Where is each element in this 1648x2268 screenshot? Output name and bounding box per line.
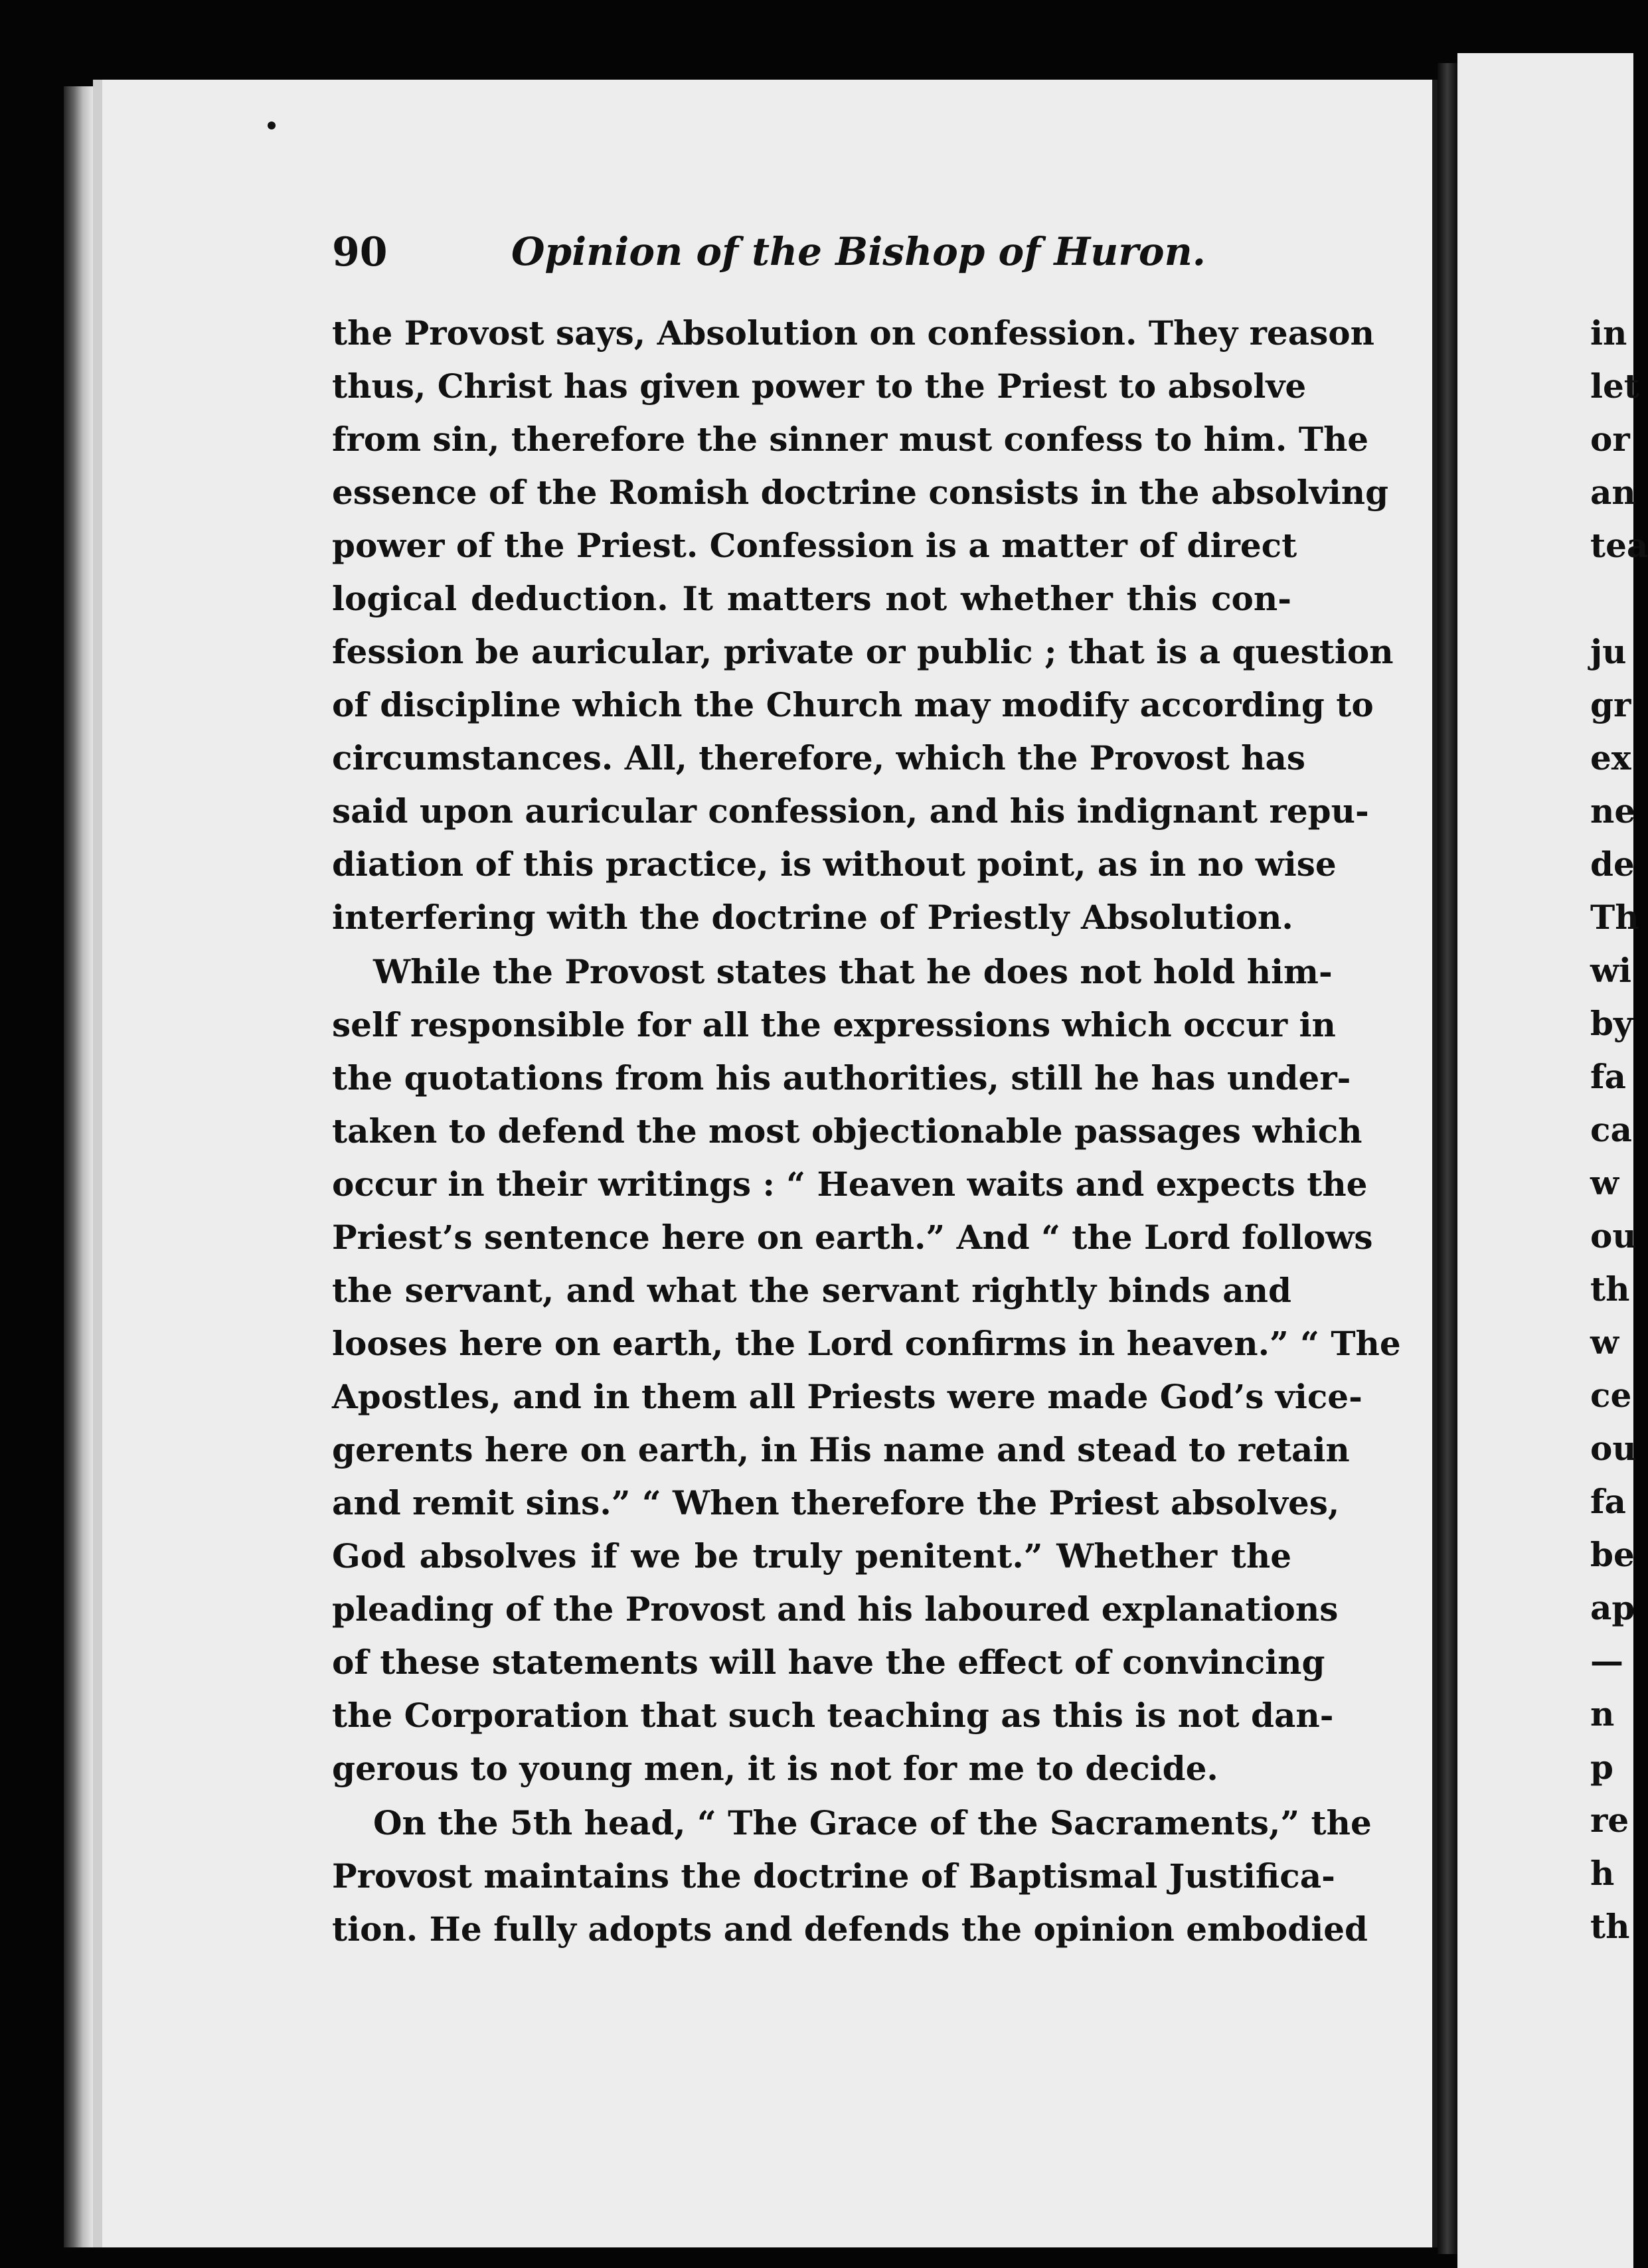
text-line: interfering with the doctrine of Priestly Absolution. — [332, 898, 1293, 937]
text-line: the Provost says, Absolution on confession. They reason — [332, 313, 1374, 353]
text-line: Apostles, and in them all Priests were made God’s vice- — [332, 1377, 1362, 1416]
facing-page-fragment: ou — [1590, 1216, 1637, 1256]
text-line: gerents here on earth, in His name and stead to retain — [332, 1430, 1350, 1469]
text-line: thus, Christ has given power to the Priest to absolve — [332, 366, 1307, 406]
facing-page-fragment: n — [1590, 1694, 1615, 1734]
ink-speck — [268, 121, 276, 129]
facing-page-fragment: Th — [1590, 898, 1639, 937]
text-line: circumstances. All, therefore, which the Provost has — [332, 738, 1306, 777]
facing-page-gap — [1590, 572, 1633, 625]
text-line: the quotations from his authorities, still he has under- — [332, 1058, 1351, 1097]
text-line: the Corporation that such teaching as this is not dan- — [332, 1696, 1334, 1735]
facing-page-fragment: w — [1590, 1323, 1619, 1362]
book-gutter — [1438, 63, 1457, 2254]
facing-page-fragment: ou — [1590, 1429, 1637, 1468]
text-line: from sin, therefore the sinner must confess to him. The — [332, 420, 1369, 459]
text-line: On the 5th head, “ The Grace of the Sacraments,” the — [373, 1803, 1372, 1842]
text-line: power of the Priest. Confession is a matter of direct — [332, 526, 1297, 565]
text-line: the servant, and what the servant rightly binds and — [332, 1271, 1291, 1310]
text-line: tion. He fully adopts and defends the opinion embodied — [332, 1909, 1368, 1949]
text-line: Priest’s sentence here on earth.” And “ the Lord follows — [332, 1218, 1373, 1257]
facing-page-fragment: tea — [1590, 526, 1648, 565]
facing-page-fragment: in — [1590, 313, 1627, 353]
text-line: essence of the Romish doctrine consists in the absolving — [332, 473, 1389, 512]
facing-page-fragment: th — [1590, 1269, 1630, 1309]
facing-page-fragment: an — [1590, 473, 1636, 512]
facing-page-fragment: h — [1590, 1854, 1615, 1893]
text-line: God absolves if we be truly penitent.” Whether the — [332, 1536, 1291, 1576]
text-line: diation of this practice, is without point, as in no wise — [332, 845, 1337, 884]
facing-page-fragment: w — [1590, 1163, 1619, 1202]
text-line: fession be auricular, private or public ; that is a question — [332, 632, 1394, 671]
text-line: Provost maintains the doctrine of Baptismal Justifica- — [332, 1856, 1335, 1896]
facing-page-fragment: gr — [1590, 685, 1631, 724]
facing-page-fragment: or — [1590, 420, 1630, 459]
facing-page-fragment: th — [1590, 1907, 1630, 1946]
facing-page-fragment: ap — [1590, 1588, 1635, 1627]
body-text — [332, 307, 1401, 1956]
text-line: looses here on earth, the Lord confirms in heaven.” “ The — [332, 1324, 1401, 1363]
text-line: While the Provost states that he does not hold him- — [373, 952, 1333, 991]
text-line: said upon auricular confession, and his indignant repu- — [332, 791, 1369, 831]
facing-page-fragment: ne — [1590, 791, 1636, 831]
text-line: logical deduction. It matters not whether this con- — [332, 579, 1291, 618]
text-line: gerous to young men, it is not for me to decide. — [332, 1749, 1218, 1788]
text-line: of discipline which the Church may modify according to — [332, 685, 1374, 724]
facing-page-fragment: fa — [1590, 1057, 1626, 1096]
facing-page-fragment: by — [1590, 1004, 1633, 1043]
text-line: self responsible for all the expressions which occur in — [332, 1005, 1336, 1044]
text-line: occur in their writings : “ Heaven waits and expects the — [332, 1165, 1368, 1204]
facing-page-fragment: ca — [1590, 1110, 1632, 1149]
facing-page-fragment: be — [1590, 1535, 1635, 1574]
paragraph — [332, 945, 1401, 1795]
facing-page-fragment: — — [1590, 1641, 1623, 1680]
paragraph — [332, 1797, 1372, 1956]
text-line: and remit sins.” “ When therefore the Priest absolves, — [332, 1483, 1340, 1522]
facing-page-fragment: re — [1590, 1801, 1629, 1840]
facing-page-fragment: let — [1590, 366, 1639, 406]
facing-page-fragment: fa — [1590, 1482, 1626, 1521]
facing-page-fragment: ce — [1590, 1376, 1632, 1415]
facing-page-text-fragments — [1590, 307, 1648, 1953]
facing-page-fragment: wi — [1590, 951, 1632, 990]
page-left-edge — [64, 86, 93, 2247]
running-title: Opinion of the Bishop of Huron. — [511, 229, 1206, 274]
text-line: of these statements will have the effect of convincing — [332, 1643, 1325, 1682]
page-number: 90 — [332, 229, 388, 276]
text-line: taken to defend the most objectionable passages which — [332, 1111, 1362, 1151]
facing-page-fragment: ex — [1590, 738, 1631, 777]
facing-page-fragment: p — [1590, 1747, 1613, 1787]
facing-page-fragment: de — [1590, 845, 1635, 884]
text-line: pleading of the Provost and his laboured explanations — [332, 1589, 1339, 1629]
paragraph — [332, 307, 1394, 944]
facing-page-fragment: ju — [1590, 632, 1627, 671]
running-head — [332, 229, 1291, 289]
